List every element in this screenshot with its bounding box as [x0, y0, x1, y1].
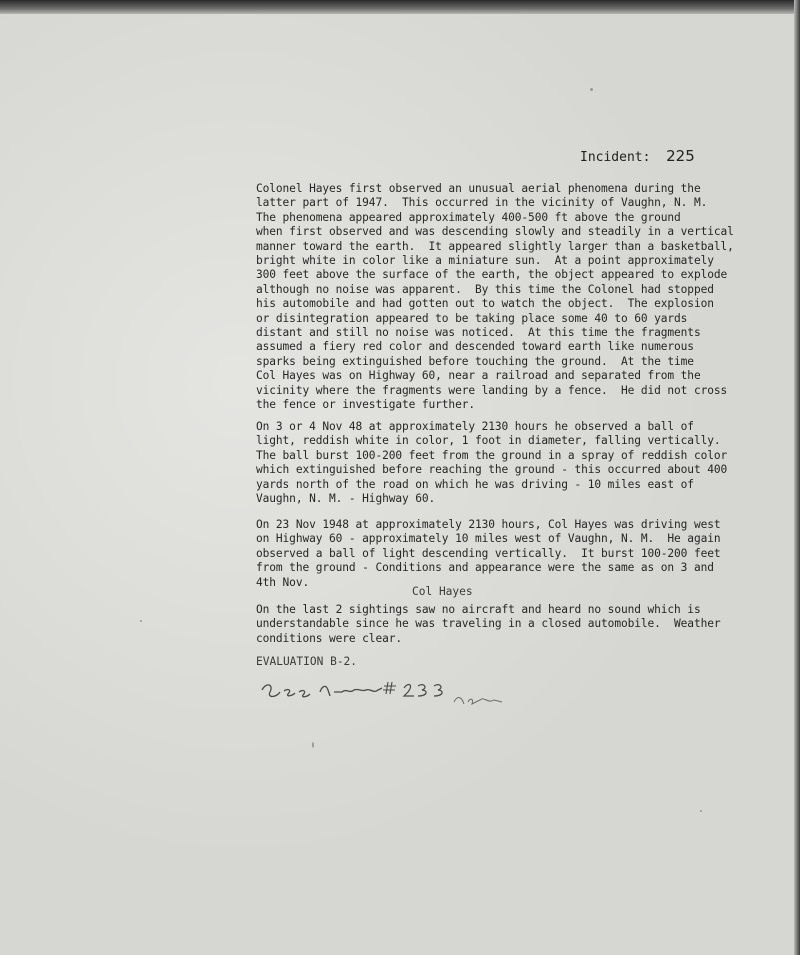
- paragraph-november-sighting: On 3 or 4 Nov 48 at approximately 2130 hours he observed a ball of light, reddish white in color, 1 foot in diameter, falling vertically. The ball burst 100-200 feet from the ground in a spray of reddish color which extinguished before reaching the ground - this occurred about 400 yards north of the road on which he was driving - 10 miles east of Vaughn, N. M. - Highway 60.: [256, 420, 728, 506]
- scan-speck: [312, 742, 314, 748]
- scan-speck: [590, 88, 593, 91]
- paragraph-first-sighting: Colonel Hayes first observed an unusual aerial phenomena during the latter part of 1947. This occurred in the vicinity of Vaughn, N. M. The phenomena appeared approximately 400-500 ft above the ground when first observed and was descending slowly and steadily in a vertical manner toward the earth. It appeared slightly larger than a basketball, bright white in color like a miniature sun. At a point approximately 300 feet above the surface of the earth, the object appeared to explode although no noise was apparent. By this time the Colonel had stopped his automobile and had gotten out to watch the object. The explosion or disintegration appeared to be taking place some 40 to 60 yards distant and still no noise was noticed. At this time the fragments assumed a fiery red color and descended toward earth like numerous sparks being extinguished before touching the ground. At the time Col Hayes was on Highway 60, near a railroad and separated from the vicinity where the fragments were landing by a fence. He did not cross the fence or investigate further.: [256, 182, 734, 412]
- scan-top-edge: [0, 0, 800, 14]
- scan-speck: [700, 810, 702, 812]
- paragraph-23-nov-sighting: On 23 Nov 1948 at approximately 2130 hours, Col Hayes was driving west on Highway 60 - approximately 10 miles west of Vaughn, N. M. He again observed a ball of light descending vertically. It burst 100-200 feet from the ground - Conditions and appearance were the same as on 3 and 4th Nov.: [256, 518, 721, 589]
- scan-speck: [140, 620, 142, 622]
- evaluation-line: EVALUATION B-2.: [256, 655, 358, 668]
- incident-label: Incident:: [580, 150, 651, 165]
- paragraph-conditions: On the last 2 sightings saw no aircraft and heard no sound which is understandable since he was traveling in a closed automobile. Weather conditions were clear.: [256, 603, 721, 645]
- incident-header: [580, 147, 695, 165]
- observer-caption: Col Hayes: [412, 585, 473, 598]
- incident-number: 225: [666, 147, 695, 165]
- handwritten-note-text: See Incident # 223: [258, 724, 269, 725]
- scan-right-edge: [794, 0, 800, 955]
- handwritten-note: [258, 676, 538, 726]
